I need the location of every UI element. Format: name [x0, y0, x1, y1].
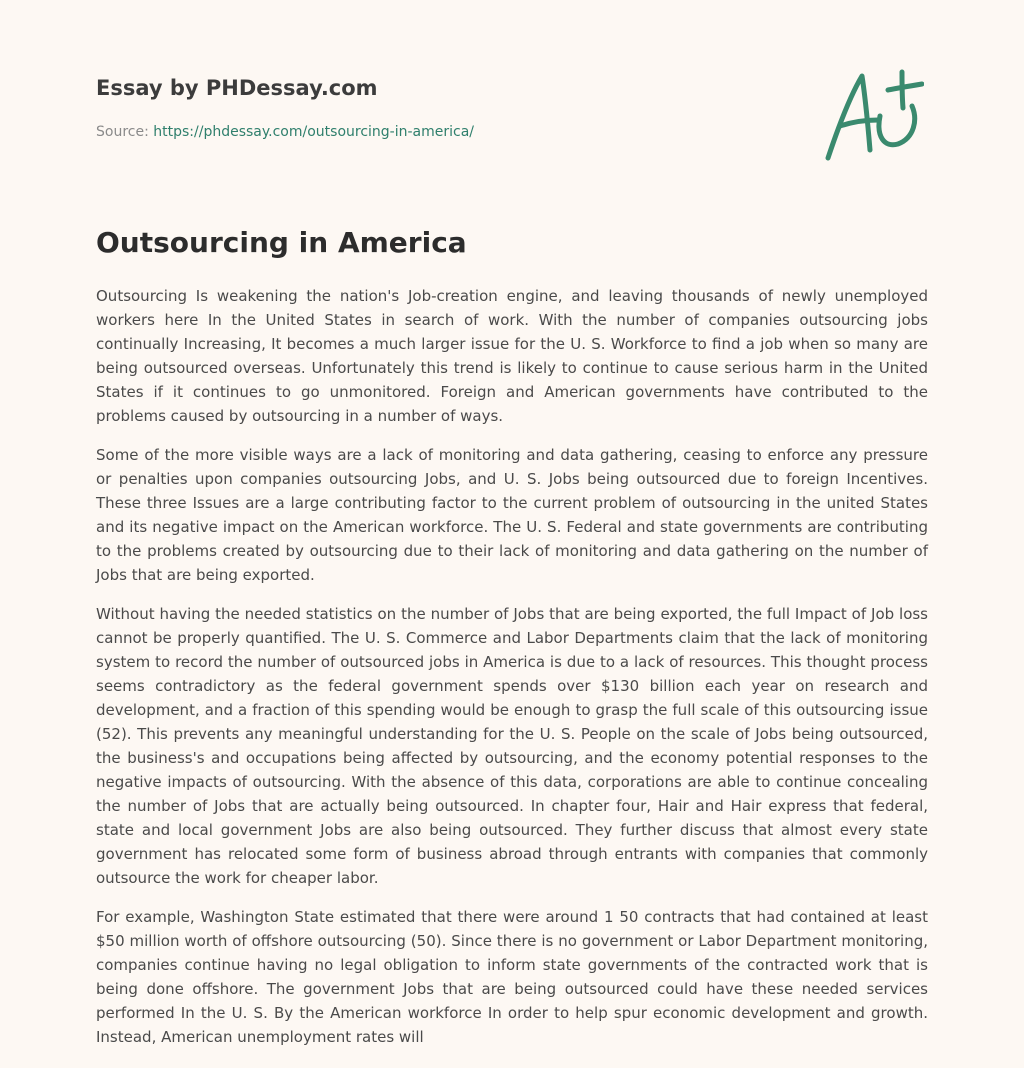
- paragraph: Some of the more visible ways are a lack of monitoring and data gathering, ceasing to enforce any pressure or penalties upon companies outsourcing Jobs, and U. S. Jobs being outsourced due to foreign Incentives. These three Issues are a large contributing factor to the current problem of outsourcing in the united States and its negative impact on the American workforce. The U. S. Federal and state governments are contributing to the problems created by outsourcing due to their lack of monitoring and data gathering on the number of Jobs that are being exported.: [96, 446, 928, 584]
- paragraph: For example, Washington State estimated that there were around 1 50 contracts that had contained at least $50 million worth of offshore outsourcing (50). Since there is no government or Labor Department monitoring, companies continue having no legal obligation to inform state governments of the contracted work that is being done offshore. The government Jobs that are being outsourced could have these needed services performed In the U. S. By the American workforce In order to help spur economic development and growth. Instead, American unemployment rates will: [96, 908, 928, 1046]
- document-page: [96, 0, 928, 1046]
- source-line: [96, 124, 474, 140]
- source-link[interactable]: https://phdessay.com/outsourcing-in-america/: [153, 124, 475, 140]
- paragraph: Outsourcing Is weakening the nation's Job-creation engine, and leaving thousands of newly unemployed workers here In the United States in search of work. With the number of companies outsourcing jobs continually Increasing, It becomes a much larger issue for the U. S. Workforce to find a job when so many are being outsourced overseas. Unfortunately this trend is likely to continue to cause serious harm in the United States if it continues to go unmonitored. Foreign and American governments have contributed to the problems caused by outsourcing in a number of ways.: [96, 287, 928, 425]
- a-plus-logo-icon: [822, 66, 924, 164]
- document-header: [96, 0, 928, 190]
- source-label: Source:: [96, 124, 149, 140]
- article-body: [96, 284, 928, 1064]
- article-title: Outsourcing in America: [96, 226, 467, 259]
- paragraph: Without having the needed statistics on the number of Jobs that are being exported, the full Impact of Job loss cannot be properly quantified. The U. S. Commerce and Labor Departments claim that the lack of monitoring system to record the number of outsourced jobs in America is due to a lack of resources. This thought process seems contradictory as the federal government spends over $130 billion each year on research and development, and a fraction of this spending would be enough to grasp the full scale of this outsourcing issue (52). This prevents any meaningful understanding for the U. S. People on the scale of Jobs being outsourced, the business's and occupations being affected by outsourcing, and the economy potential responses to the negative impacts of outsourcing. With the absence of this data, corporations are able to continue concealing the number of Jobs that are actually being outsourced. In chapter four, Hair and Hair express that federal, state and local government Jobs are also being outsourced. They further discuss that almost every state government has relocated some form of business abroad through entrants with companies that commonly outsource the work for cheaper labor.: [96, 605, 928, 887]
- brand-title: Essay by PHDessay.com: [96, 76, 378, 100]
